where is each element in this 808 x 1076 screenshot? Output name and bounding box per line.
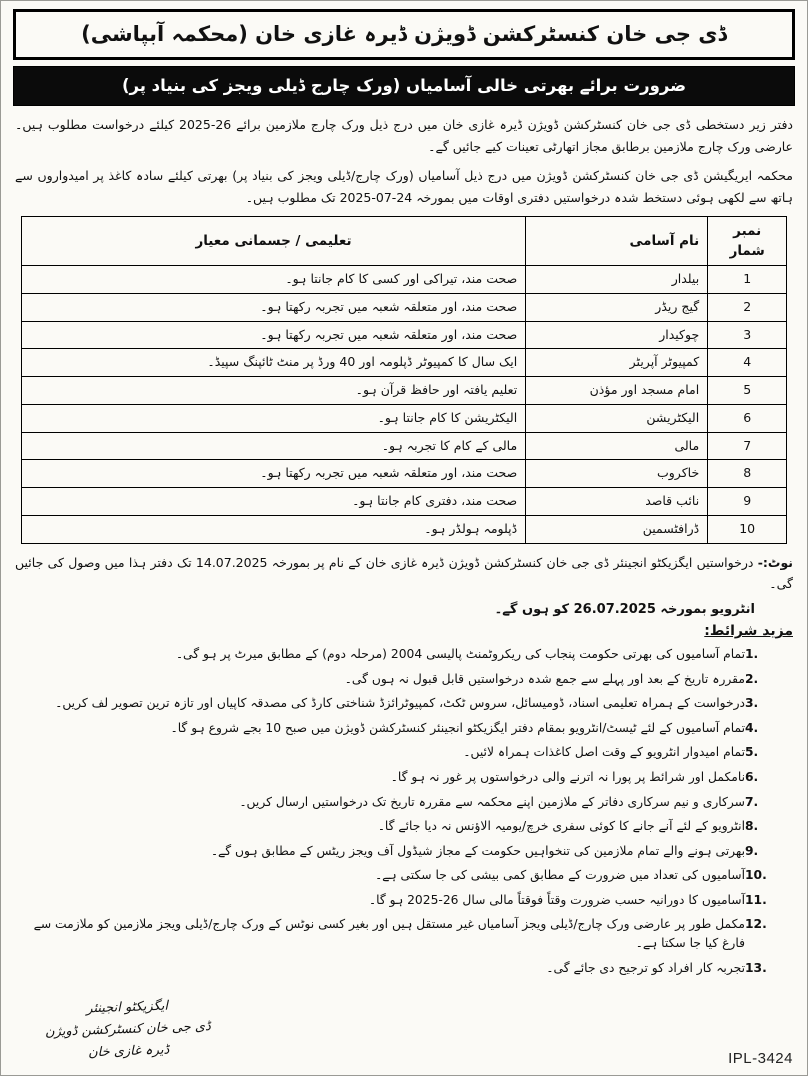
cell-criteria: تعلیم یافتہ اور حافظ قرآن ہو۔ bbox=[21, 377, 525, 405]
table-row bbox=[21, 488, 786, 516]
condition-number: 4. bbox=[745, 720, 759, 735]
cell-criteria: ایک سال کا کمپیوٹر ڈپلومہ اور 40 ورڈ پر منٹ ٹائپنگ سپیڈ۔ bbox=[21, 349, 525, 377]
condition-text: آسامیوں کا دورانیہ حسب ضرورت وقتاً فوقتاً مالی سال 26-2025 ہو گا۔ bbox=[368, 892, 745, 907]
cell-criteria: صحت مند، دفتری کام جانتا ہو۔ bbox=[21, 488, 525, 516]
condition-item bbox=[15, 694, 771, 713]
table-row bbox=[21, 349, 786, 377]
ad-title: ڈی جی خان کنسٹرکشن ڈویژن ڈیرہ غازی خان (محکمہ آبپاشی) bbox=[81, 22, 727, 46]
condition-text: تمام آسامیوں کی بھرتی حکومت پنجاب کی ریکروٹمنٹ پالیسی 2004 (مرحلہ دوم) کے مطابق میرٹ پر ہو گی۔ bbox=[175, 647, 745, 662]
condition-number: 1. bbox=[745, 647, 759, 662]
header-serial: نمبر شمار bbox=[708, 216, 787, 266]
cell-post: مالی bbox=[526, 432, 708, 460]
cell-criteria: مالی کے کام کا تجربہ ہو۔ bbox=[21, 432, 525, 460]
intro-para-1: دفتر زیر دستخطی ڈی جی خان کنسٹرکشن ڈویژن ڈیرہ غازی خان میں درج ذیل ورک چارج ملازمین برائے 26-2025 کیلئے درخواست مطلوب ہیں۔ عارضی ورک چارج ملازمین برطابق مجاز اتھارٹی تعینات کیے جائیں گے۔ bbox=[15, 116, 793, 155]
cell-post: گیج ریڈر bbox=[526, 293, 708, 321]
positions-table bbox=[21, 216, 787, 544]
condition-number: 13. bbox=[745, 960, 767, 975]
condition-item bbox=[15, 866, 771, 885]
note-line bbox=[15, 552, 793, 595]
cell-criteria: ڈپلومہ ہولڈر ہو۔ bbox=[21, 515, 525, 543]
cell-serial: 6 bbox=[708, 404, 787, 432]
condition-text: تمام امیدوار انٹرویو کے وقت اصل کاغذات ہمراہ لائیں۔ bbox=[463, 745, 745, 760]
cell-serial: 8 bbox=[708, 460, 787, 488]
cell-serial: 3 bbox=[708, 321, 787, 349]
condition-number: 7. bbox=[745, 794, 759, 809]
cell-post: نائب قاصد bbox=[526, 488, 708, 516]
condition-number: 8. bbox=[745, 819, 759, 834]
cell-serial: 7 bbox=[708, 432, 787, 460]
ad-footer bbox=[15, 997, 793, 1067]
conditions-title: مزید شرائط: bbox=[704, 623, 793, 640]
table-row bbox=[21, 321, 786, 349]
header-criteria: تعلیمی / جسمانی معیار bbox=[21, 216, 525, 266]
interview-line: انٹرویو بمورخہ 26.07.2025 کو ہوں گے۔ bbox=[494, 602, 755, 618]
cell-criteria: صحت مند، اور متعلقہ شعبہ میں تجربہ رکھتا ہو۔ bbox=[21, 460, 525, 488]
cell-serial: 10 bbox=[708, 515, 787, 543]
table-row bbox=[21, 377, 786, 405]
ad-title-box bbox=[13, 9, 795, 60]
condition-text: مکمل طور پر عارضی ورک چارج/ڈیلی ویجز آسامیاں غیر مستقل ہیں اور بغیر کسی نوٹس کے ورک چارج/ڈیلی ویجز ملازمین کو ملازمت سے فارغ کیا جا سکتا ہے۔ bbox=[33, 917, 745, 951]
cell-post: چوکیدار bbox=[526, 321, 708, 349]
table-row bbox=[21, 460, 786, 488]
cell-serial: 2 bbox=[708, 293, 787, 321]
table-header-row bbox=[21, 216, 786, 266]
ad-subtitle-bar bbox=[13, 66, 795, 105]
condition-item bbox=[15, 743, 771, 762]
cell-criteria: صحت مند، اور متعلقہ شعبہ میں تجربہ رکھتا ہو۔ bbox=[21, 321, 525, 349]
condition-text: سرکاری و نیم سرکاری دفاتر کے ملازمین اپنے محکمہ سے مقررہ تاریخ تک درخواستیں ارسال کریں۔ bbox=[239, 794, 745, 809]
condition-item bbox=[15, 768, 771, 787]
note-text: درخواستیں ایگزیکٹو انجینئر ڈی جی خان کنسٹرکشن ڈویژن ڈیرہ غازی خان کے نام پر بمورخہ 14.07.2025 تک دفتر ہذا میں وصول کی جائیں گی۔ bbox=[15, 554, 793, 591]
condition-text: تجربہ کار افراد کو ترجیح دی جائے گی۔ bbox=[546, 960, 745, 975]
cell-criteria: الیکٹریشن کا کام جانتا ہو۔ bbox=[21, 404, 525, 432]
condition-number: 3. bbox=[745, 696, 759, 711]
table-row bbox=[21, 293, 786, 321]
condition-text: آسامیوں کی تعداد میں ضرورت کے مطابق کمی بیشی کی جا سکتی ہے۔ bbox=[374, 868, 745, 883]
intro-section bbox=[15, 114, 793, 210]
note-label: نوٹ:- bbox=[757, 554, 793, 570]
signature-block bbox=[44, 994, 212, 1066]
condition-item bbox=[15, 719, 771, 738]
cell-criteria: صحت مند، تیراکی اور کسی کا کام جانتا ہو۔ bbox=[21, 266, 525, 294]
table-row bbox=[21, 432, 786, 460]
table-row bbox=[21, 404, 786, 432]
cell-criteria: صحت مند، اور متعلقہ شعبہ میں تجربہ رکھتا ہو۔ bbox=[21, 293, 525, 321]
condition-item bbox=[15, 817, 771, 836]
cell-serial: 4 bbox=[708, 349, 787, 377]
condition-number: 10. bbox=[745, 868, 767, 883]
ad-subtitle: ضرورت برائے بھرتی خالی آسامیاں (ورک چارج ڈیلی ویجز کی بنیاد پر) bbox=[121, 76, 687, 96]
condition-text: تمام آسامیوں کے لئے ٹیسٹ/انٹرویو بمقام دفتر ایگزیکٹو انجینئر کنسٹرکشن ڈویژن میں صبح 10 بجے شروع ہو گا۔ bbox=[170, 720, 745, 735]
cell-post: خاکروب bbox=[526, 460, 708, 488]
table-row bbox=[21, 266, 786, 294]
cell-serial: 9 bbox=[708, 488, 787, 516]
cell-post: ڈرافٹسمین bbox=[526, 515, 708, 543]
condition-number: 12. bbox=[745, 917, 767, 932]
condition-item bbox=[15, 793, 771, 812]
condition-number: 9. bbox=[745, 843, 759, 858]
cell-post: بیلدار bbox=[526, 266, 708, 294]
condition-number: 5. bbox=[745, 745, 759, 760]
condition-number: 2. bbox=[745, 671, 759, 686]
signature-city: ڈیرہ غازی خان bbox=[87, 1042, 170, 1061]
condition-item bbox=[15, 842, 771, 861]
signature-division: ڈی جی خان کنسٹرکشن ڈویژن bbox=[44, 1018, 212, 1040]
condition-text: انٹرویو کے لئے آنے جانے کا کوئی سفری خرچ/یومیہ الاؤنس نہ دیا جائے گا۔ bbox=[377, 819, 745, 834]
ad-reference-number: IPL-3424 bbox=[728, 1050, 793, 1067]
condition-item bbox=[15, 645, 771, 664]
cell-serial: 5 bbox=[708, 377, 787, 405]
signature-title: ایگزیکٹو انجینئر bbox=[86, 998, 169, 1017]
condition-text: درخواست کے ہمراہ تعلیمی اسناد، ڈومیسائل، سروس ٹکٹ، کمپیوٹرائزڈ شناختی کارڈ کی مصدقہ کاپیاں اور تازہ ترین تصویر لف کریں۔ bbox=[55, 696, 745, 711]
intro-para-2: محکمہ ایریگیشن ڈی جی خان کنسٹرکشن ڈویژن میں درج ذیل آسامیاں (ورک چارج/ڈیلی ویجز کی بنیاد پر) بھرتی کیلئے سادہ کاغذ پر امیدواروں سے ہاتھ سے لکھی ہوئی دستخط شدہ درخواستیں دفتری اوقات میں بمورخہ 24-07-2025 تک مطلوب ہیں۔ bbox=[15, 167, 793, 206]
header-post: نام آسامی bbox=[526, 216, 708, 266]
condition-text: مقررہ تاریخ کے بعد اور پہلے سے جمع شدہ درخواستیں قابل قبول نہ ہوں گی۔ bbox=[344, 671, 745, 686]
condition-item bbox=[15, 670, 771, 689]
cell-serial: 1 bbox=[708, 266, 787, 294]
table-row bbox=[21, 515, 786, 543]
condition-text: نامکمل اور شرائط پر پورا نہ اترنے والی درخواستوں پر غور نہ ہو گا۔ bbox=[390, 769, 745, 784]
conditions-list bbox=[13, 645, 795, 978]
cell-post: امام مسجد اور مؤذن bbox=[526, 377, 708, 405]
condition-item bbox=[15, 915, 771, 953]
condition-number: 6. bbox=[745, 769, 759, 784]
condition-text: بھرتی ہونے والے تمام ملازمین کی تنخواہیں حکومت کے مجاز شیڈول آف ویجز ریٹس کے مطابق ہوں گے۔ bbox=[210, 843, 745, 858]
condition-number: 11. bbox=[745, 892, 767, 907]
cell-post: کمپیوٹر آپریٹر bbox=[526, 349, 708, 377]
condition-item bbox=[15, 891, 771, 910]
cell-post: الیکٹریشن bbox=[526, 404, 708, 432]
condition-item bbox=[15, 959, 771, 978]
